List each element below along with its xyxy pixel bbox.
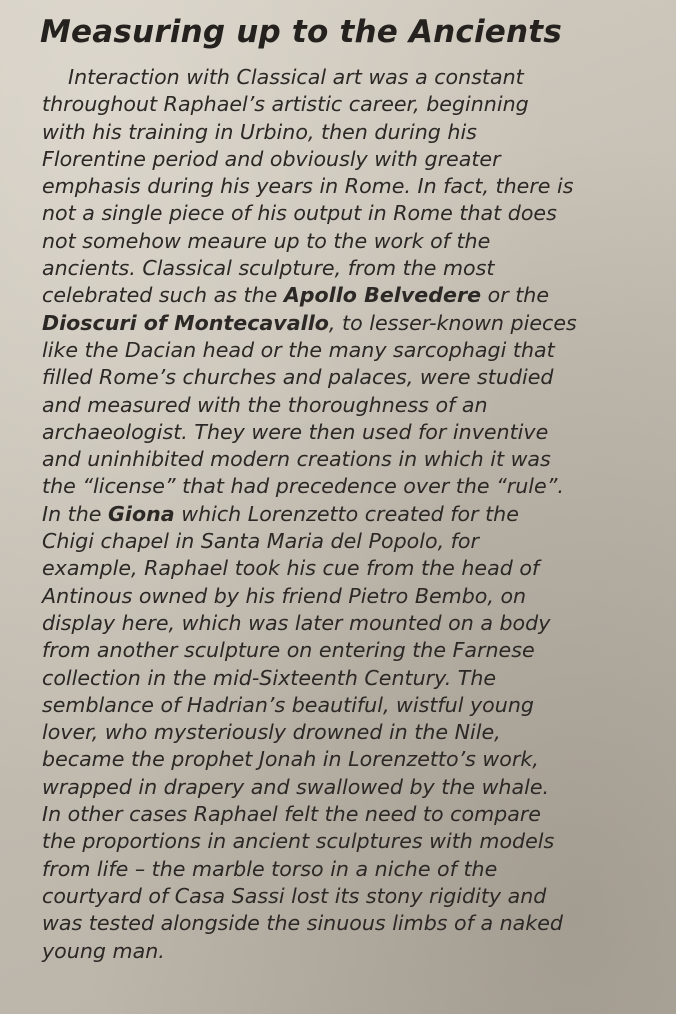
text-line: ancients. Classical sculpture, from the most [42, 256, 495, 281]
text-line: from life – the marble torso in a niche of the [42, 856, 498, 881]
text-line: display here, which was later mounted on a body [42, 610, 551, 635]
text-line: not a single piece of his output in Rome that does [42, 201, 557, 226]
text-line: In the Giona which Lorenzetto created for the [42, 501, 519, 526]
artwork-title-giona: Giona [108, 501, 175, 526]
text-line: Dioscuri of Montecavallo, to lesser-known pieces [42, 310, 577, 335]
text-line: Interaction with Classical art was a constant [68, 65, 524, 89]
artwork-title-apollo-belvedere: Apollo Belvedere [283, 283, 482, 308]
text-line: with his training in Urbino, then during his [42, 119, 477, 144]
text-line: collection in the mid-Sixteenth Century. The [42, 665, 497, 690]
text-line: filled Rome’s churches and palaces, were studied [42, 365, 554, 390]
text-line: Antinous owned by his friend Pietro Bembo, on [42, 583, 527, 608]
text-line: celebrated such as the Apollo Belvedere or the [42, 283, 550, 308]
text-line: the “license” that had precedence over the “rule”. [42, 474, 564, 499]
text-line: lover, who mysteriously drowned in the Nile, [42, 720, 501, 745]
text-line: from another sculpture on entering the Farnese [42, 638, 535, 663]
text-line: young man. [42, 938, 165, 963]
text-line: like the Dacian head or the many sarcophagi that [42, 337, 555, 362]
text-line: became the prophet Jonah in Lorenzetto’s work, [42, 747, 539, 772]
text-line: was tested alongside the sinuous limbs of a naked [42, 911, 563, 936]
text-line: example, Raphael took his cue from the head of [42, 556, 540, 581]
text-line: emphasis during his years in Rome. In fact, there is [42, 174, 574, 199]
text-line: the proportions in ancient sculptures with models [42, 829, 555, 854]
panel-title: Measuring up to the Ancients [40, 14, 562, 50]
text-line: and measured with the thoroughness of an [42, 392, 488, 417]
text-line: throughout Raphael’s artistic career, beginning [42, 92, 529, 117]
text-line: Chigi chapel in Santa Maria del Popolo, for [42, 529, 479, 554]
text-line: semblance of Hadrian’s beautiful, wistful young [42, 692, 534, 717]
artwork-title-dioscuri: Dioscuri of Montecavallo [42, 310, 329, 335]
panel-body-text [42, 64, 662, 965]
text-line: not somehow meaure up to the work of the [42, 228, 491, 253]
text-line: and uninhibited modern creations in which it was [42, 447, 551, 472]
text-line: wrapped in drapery and swallowed by the whale. [42, 774, 550, 799]
text-line: courtyard of Casa Sassi lost its stony rigidity and [42, 883, 547, 908]
text-line: In other cases Raphael felt the need to compare [42, 802, 541, 827]
text-line: Florentine period and obviously with greater [42, 146, 501, 171]
text-line: archaeologist. They were then used for inventive [42, 419, 549, 444]
